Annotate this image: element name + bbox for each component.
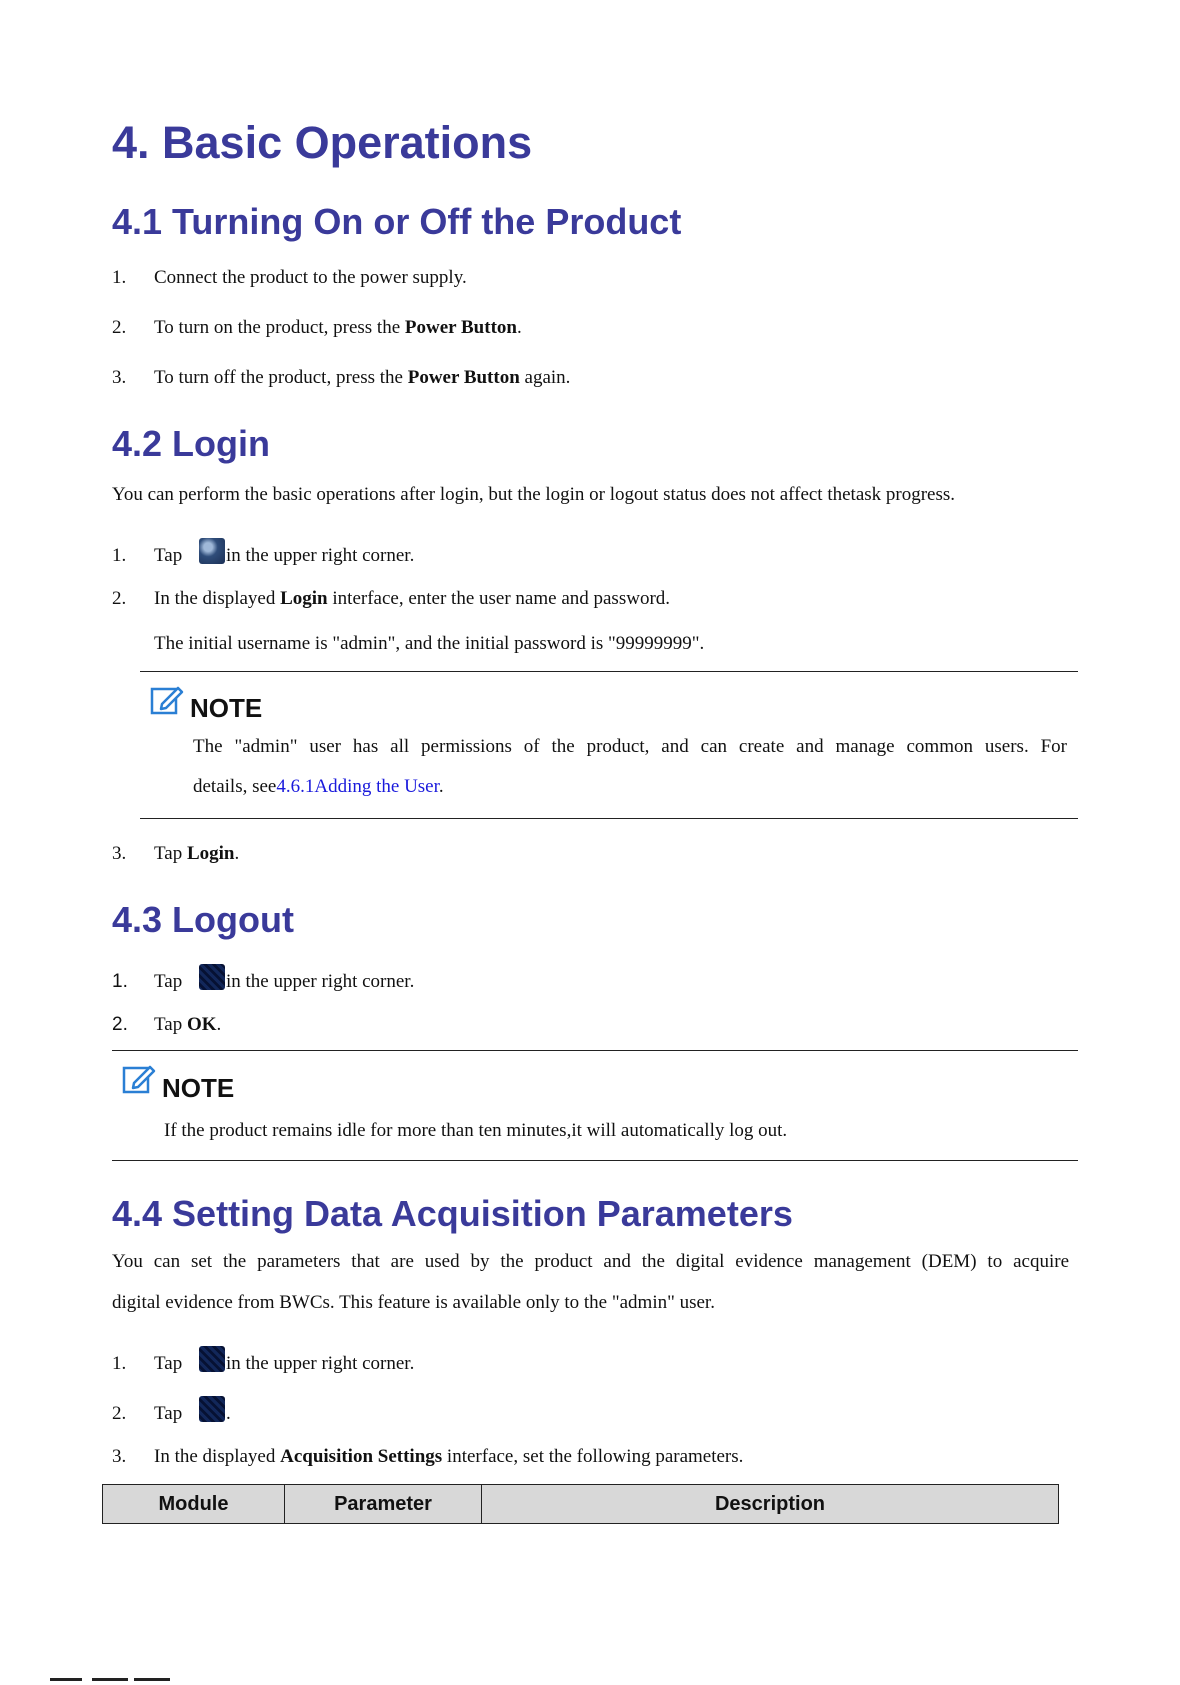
section-title-4-4: 4.4 Setting Data Acquisition Parameters: [112, 1193, 793, 1234]
adding-user-link[interactable]: 4.6.1Adding the User: [276, 776, 439, 797]
list-item: 1. Tap in the upper right corner.: [112, 1346, 414, 1376]
table-header-parameter: Parameter: [285, 1485, 482, 1524]
table-header-row: [103, 1485, 1059, 1524]
note-icon: [122, 1061, 156, 1095]
note-top-rule: [112, 1050, 1078, 1051]
chapter-title: 4. Basic Operations: [112, 117, 533, 168]
list-item: 1. Tap in the upper right corner.: [112, 538, 414, 568]
note-text-line2: details, see4.6.1Adding the User.: [193, 776, 444, 797]
list-item: 3. Tap Login.: [112, 843, 240, 864]
note-icon: [150, 682, 184, 716]
note-bottom-rule: [140, 818, 1078, 819]
list-item: 3. In the displayed Acquisition Settings interface, set the following parameters.: [112, 1446, 744, 1467]
settings-icon: [199, 1346, 225, 1372]
note-bottom-rule: [112, 1160, 1078, 1161]
section-title-4-1: 4.1 Turning On or Off the Product: [112, 201, 682, 242]
list-item: 1. Tap in the upper right corner.: [112, 964, 414, 994]
note-top-rule: [140, 671, 1078, 672]
note-title: NOTE: [190, 693, 263, 723]
table-header-module: Module: [103, 1485, 285, 1524]
list-item: 1. Connect the product to the power supply.: [112, 267, 467, 288]
paragraph: You can set the parameters that are used by the product and the digital evidence management (DEM) to acquire: [112, 1251, 1069, 1272]
paragraph: digital evidence from BWCs. This feature is available only to the "admin" user.: [112, 1292, 715, 1313]
paragraph: You can perform the basic operations after login, but the login or logout status does not affect thetask progress.: [112, 484, 956, 505]
login-icon: [199, 538, 225, 564]
list-item: 2. Tap OK.: [112, 1014, 222, 1035]
note-text: The "admin" user has all permissions of the product, and can create and manage common users. For: [193, 736, 1067, 757]
parameters-table: [102, 1484, 1059, 1524]
table-header-description: Description: [482, 1485, 1059, 1524]
note-text: If the product remains idle for more than ten minutes,it will automatically log out.: [164, 1120, 788, 1141]
list-item: 2. Tap .: [112, 1396, 231, 1426]
section-title-4-3: 4.3 Logout: [112, 899, 294, 940]
list-item: 3. To turn off the product, press the Power Button again.: [112, 367, 571, 388]
logout-icon: [199, 964, 225, 990]
list-item-subtext: The initial username is "admin", and the initial password is "99999999".: [154, 633, 705, 654]
list-item: 2. To turn on the product, press the Power Button.: [112, 317, 522, 338]
section-title-4-2: 4.2 Login: [112, 423, 271, 464]
note-title: NOTE: [162, 1073, 235, 1103]
list-item: 2. In the displayed Login interface, enter the user name and password.: [112, 588, 671, 609]
page-edge-marks: [0, 1676, 260, 1685]
acquisition-icon: [199, 1396, 225, 1422]
